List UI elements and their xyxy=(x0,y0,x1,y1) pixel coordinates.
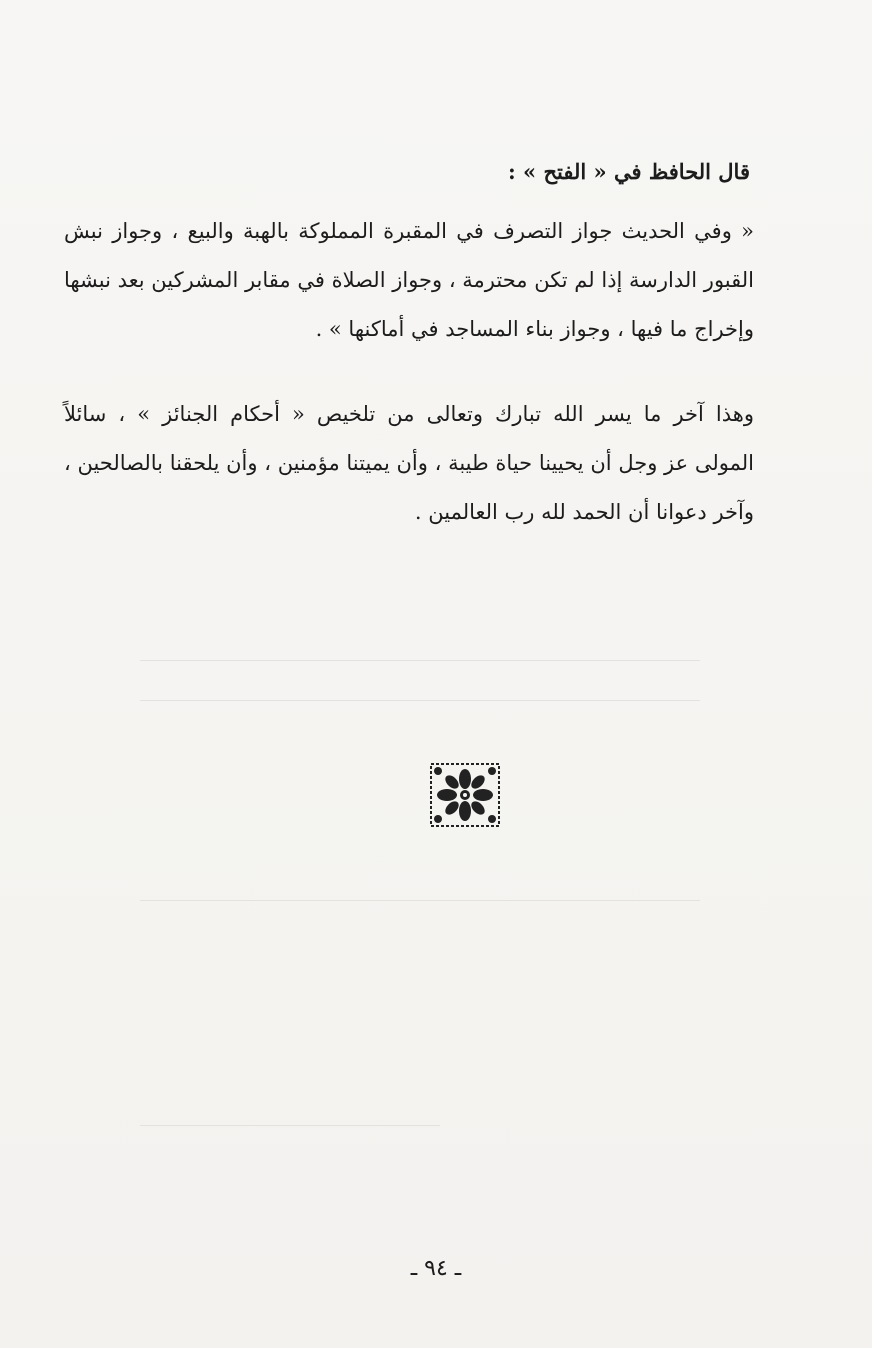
quote-intro-heading: قال الحافظ في « الفتح » : xyxy=(507,159,750,184)
closing-line: وهذا آخر ما يسر الله تبارك وتعالى من تلخيص « أحكام الجنائز » ، سائلاً xyxy=(64,402,754,426)
quote-line: القبور الدارسة إذا لم تكن محترمة ، وجواز الصلاة في مقابر المشركين بعد نبشها xyxy=(63,268,754,292)
closing-line: المولى عز وجل أن يحيينا حياة طيبة ، وأن يميتنا مؤمنين ، وأن يلحقنا بالصالحين ، xyxy=(64,451,754,475)
closing-paragraph xyxy=(64,390,754,537)
closing-line: وآخر دعوانا أن الحمد لله رب العالمين . xyxy=(414,500,754,524)
bleed-through-line xyxy=(140,1125,440,1126)
page-number: ـ ٩٤ ـ xyxy=(410,1256,462,1281)
quote-line: « وفي الحديث جواز التصرف في المقبرة المملوكة بالهبة والبيع ، وجواز نبش xyxy=(64,219,754,243)
bleed-through-line xyxy=(140,700,700,701)
quote-paragraph xyxy=(64,207,754,354)
bleed-through-line xyxy=(140,900,700,901)
floral-ornament-icon xyxy=(430,763,500,827)
bleed-through-line xyxy=(140,660,700,661)
quote-line: وإخراج ما فيها ، وجواز بناء المساجد في أماكنها » . xyxy=(315,317,754,341)
